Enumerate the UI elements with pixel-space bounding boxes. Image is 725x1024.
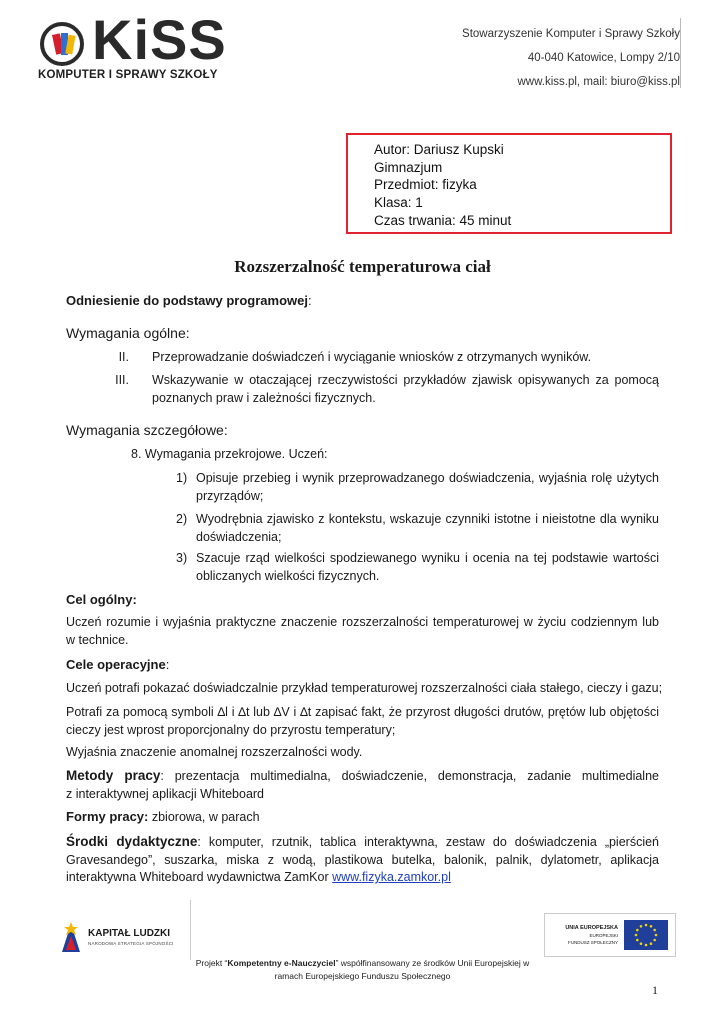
subitem-3-line2: obliczanych wielkości fizycznych. — [196, 569, 380, 583]
general-req-num-3: III. — [115, 373, 129, 387]
project-funding-note — [150, 957, 575, 983]
methods-text-line1: : prezentacja multimedialna, doświadczenie, demonstracja, zadanie multimedialne — [160, 769, 659, 783]
page-number: 1 — [652, 983, 658, 997]
operational-goal-2-line2: cieczy jest wprost proporcjonalny do przyrostu temperatury; — [66, 723, 396, 737]
grade-line: Klasa: 1 — [374, 195, 423, 211]
general-goal-line2: w technice. — [66, 633, 129, 647]
means-line1 — [66, 833, 659, 851]
subitem-3-line1: Szacuje rząd wielkości spodziewanego wyniku i ocenia na tej podstawie wartości — [196, 551, 659, 565]
eu-line2: EUROPEJSKI — [589, 933, 618, 938]
books-icon — [52, 30, 76, 58]
basis-heading: Odniesienie do podstawy programowej — [66, 293, 308, 308]
general-req-num-2: II. — [118, 350, 129, 364]
eu-stars-icon — [624, 920, 668, 950]
kiss-logo-wordmark: KiSS — [92, 8, 227, 71]
operational-goals-heading: Cele operacyjne — [66, 657, 166, 672]
author-line: Autor: Dariusz Kupski — [374, 142, 504, 157]
project-name: Kompetentny e-Nauczyciel — [227, 958, 336, 968]
general-goal-heading: Cel ogólny: — [66, 592, 137, 607]
subject-line: Przedmiot: fizyka — [374, 177, 477, 193]
means-text-line1: : komputer, rzutnik, tablica interaktywna, zestaw do doświadczenia „pierścień — [197, 835, 660, 849]
subitem-2-num: 2) — [176, 512, 188, 526]
forms-line — [66, 808, 260, 826]
eu-line3: FUNDUSZ SPOŁECZNY — [567, 940, 618, 945]
org-contact: www.kiss.pl, mail: biuro@kiss.pl — [517, 76, 680, 88]
eu-flag-icon — [624, 920, 668, 950]
org-address: 40-040 Katowice, Lompy 2/10 — [527, 52, 680, 64]
project-line1 — [150, 957, 575, 970]
subitem-1-num: 1) — [176, 471, 188, 485]
detailed-req-heading: Wymagania szczegółowe: — [66, 422, 228, 438]
subitem-2-line1: Wyodrębnia zjawisko z kontekstu, wskazuje czynniki istotne i nieistotne dla wyniku — [196, 512, 659, 526]
project-prefix: Projekt “ — [195, 958, 228, 968]
project-suffix: ” współfinansowany ze środków Unii Europejskiej w — [335, 958, 530, 968]
detailed-req-item-8: 8. Wymagania przekrojowe. Uczeń: — [131, 447, 328, 461]
project-line2: ramach Europejskiego Funduszu Społecznego — [274, 971, 451, 981]
kapital-ludzki-title: KAPITAŁ LUDZKI — [88, 928, 171, 939]
header-divider — [680, 18, 681, 88]
document-title: Rozszerzalność temperaturowa ciał — [234, 257, 491, 276]
organization-info — [440, 22, 680, 94]
basis-heading-line — [66, 292, 312, 310]
methods-line1 — [66, 767, 659, 785]
forms-label: Formy pracy: — [66, 809, 149, 824]
subitem-2-line2: doświadczenia; — [196, 530, 282, 544]
zamkor-link[interactable]: www.fizyka.zamkor.pl — [332, 870, 451, 884]
means-label: Środki dydaktyczne — [66, 834, 198, 849]
footer-divider — [190, 900, 191, 960]
methods-line2: z interaktywnej aplikacji Whiteboard — [66, 787, 265, 801]
means-line3 — [66, 868, 451, 886]
general-req-heading: Wymagania ogólne: — [66, 325, 190, 341]
kiss-logo-subtitle: KOMPUTER I SPRAWY SZKOŁY — [38, 69, 218, 81]
duration-line: Czas trwania: 45 minut — [374, 212, 512, 228]
operational-goal-3: Wyjaśnia znaczenie anomalnej rozszerzalności wody. — [66, 745, 363, 759]
forms-text: zbiorowa, w parach — [148, 810, 260, 824]
eu-line1: UNIA EUROPEJSKA — [565, 925, 618, 931]
kapital-ludzki-subtitle: NARODOWA STRATEGIA SPÓJNOŚCI — [88, 941, 174, 946]
operational-goal-2-line1: Potrafi za pomocą symboli ∆l i ∆t lub ∆V i ∆t zapisać fakt, że przyrost długości drutów, prętów lub objętości — [66, 705, 659, 719]
general-req-item-2: Przeprowadzanie doświadczeń i wyciąganie wniosków z otrzymanych wyników. — [152, 350, 592, 364]
general-req-item-3-line2: poznanych praw i zależności fizycznych. — [152, 391, 376, 405]
subitem-1-line2: przyrządów; — [196, 489, 264, 503]
lesson-info-box — [346, 133, 672, 234]
kapital-ludzki-logo-icon — [58, 920, 84, 956]
operational-goals-heading-line — [66, 656, 169, 674]
subitem-1-line1: Opisuje przebieg i wynik przeprowadzanego doświadczenia, wyjaśnia rolę użytych — [196, 471, 659, 485]
operational-goal-1: Uczeń potrafi pokazać doświadczalnie przykład temperaturowej rozszerzalności ciała stałego, cieczy i gazu; — [66, 681, 663, 695]
basis-colon: : — [308, 293, 312, 308]
operational-goals-colon: : — [165, 657, 170, 672]
org-name: Stowarzyszenie Komputer i Sprawy Szkoły — [462, 28, 680, 40]
general-req-item-3-line1: Wskazywanie w otaczającej rzeczywistości przykładów zjawisk opisywanych za pomocą — [152, 373, 659, 387]
methods-label: Metody pracy — [66, 768, 161, 783]
means-text-line3: interaktywna Whiteboard wydawnictwa ZamKor — [66, 870, 333, 884]
school-line: Gimnazjum — [374, 159, 443, 175]
means-line2: Gravesandego”, suszarka, miska z wodą, plastikowa butelka, balonik, palnik, dylatometr, aplikacja — [66, 853, 659, 867]
general-goal-line1: Uczeń rozumie i wyjaśnia praktyczne znaczenie rozszerzalności temperaturowej w życiu codziennym lub — [66, 615, 659, 629]
subitem-3-num: 3) — [176, 551, 188, 565]
